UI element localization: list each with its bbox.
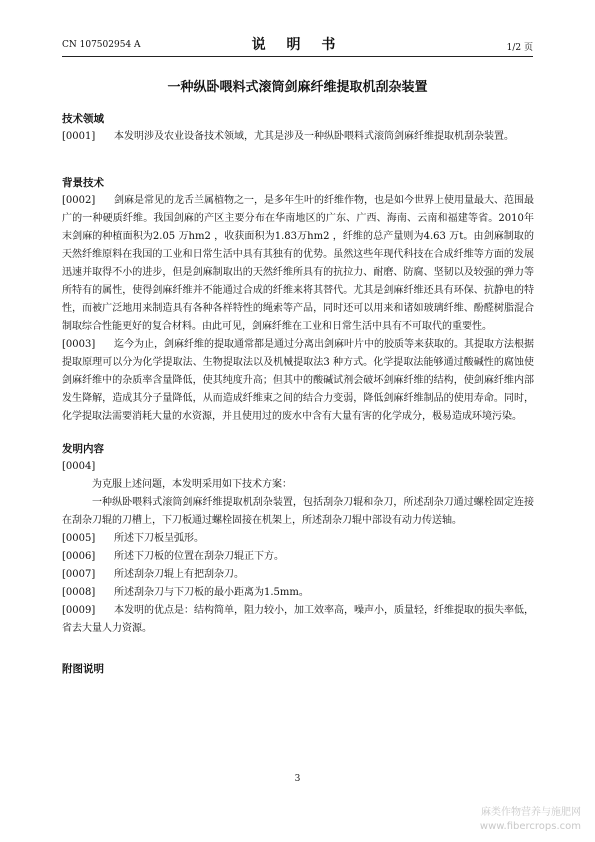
paragraph-0009 bbox=[62, 602, 534, 638]
paragraph-0004-number bbox=[62, 458, 534, 476]
paragraph-0008 bbox=[62, 584, 534, 602]
paragraph-text: 所述刮杂刀辊上有把刮杂刀。 bbox=[114, 569, 244, 580]
paragraph-text: 本发明的优点是：结构简单，阻力较小，加工效率高，噪声小，质量轻，纤维提取的损失率低，省去大量人力资源。 bbox=[62, 605, 534, 634]
page-indicator: 1/2 页 bbox=[506, 43, 533, 53]
paragraph-number: [0007] bbox=[62, 569, 96, 580]
paragraph-0007 bbox=[62, 566, 534, 584]
section-heading-tech-field: 技术领域 bbox=[62, 113, 104, 125]
publication-number: CN 107502954 A bbox=[62, 40, 141, 50]
paragraph-number: [0003] bbox=[62, 339, 96, 350]
watermark bbox=[411, 806, 581, 834]
page-number: 3 bbox=[294, 774, 301, 784]
paragraph-number: [0002] bbox=[62, 195, 96, 206]
paragraph-0006 bbox=[62, 548, 534, 566]
document-title: 一种纵卧喂料式滚筒剑麻纤维提取机刮杂装置 bbox=[167, 80, 428, 95]
paragraph-number: [0001] bbox=[62, 131, 96, 142]
paragraph-text: 所述刮杂刀与下刀板的最小距离为1.5mm。 bbox=[114, 587, 309, 598]
paragraph-text: 剑麻是常见的龙舌兰属植物之一，是多年生叶的纤维作物，也是如今世界上使用量最大、范围最广的一种硬质纤维。我国剑麻的产区主要分布在华南地区的广东、广西、海南、云南和福建等省。2010年末剑麻的种植面积为2.05 万hm2 ，收获面积为1.83万hm2 ，纤维的总产量则为4.63 万t。由剑麻制取的天然纤维原料在我国的工业和日常生活中具有其独有的优势。虽然这些年现代科技在合成纤维等方面的发展迅速并取得不小的进步，但是剑麻制取出的天然纤维所具有的抗拉力、耐磨、防腐、坚韧以及较强的弹力等所特有的属性，使得剑麻纤维并不能通过合成的纤维来将其替代。尤其是剑麻纤维还具有环保、抗静电的特性，而被广泛地用来制造具有各种各样特性的绳索等产品，同时还可以用来和诸如玻璃纤维、酚醛树脂混合制取综合性能更好的复合材料。由此可见，剑麻纤维在工业和日常生活中具有不可取代的重要性。 bbox=[62, 195, 534, 332]
paragraph-text: 迄今为止，剑麻纤维的提取通常都是通过分离出剑麻叶片中的胶质等来获取的。其提取方法根据提取原理可以分为化学提取法、生物提取法以及机械提取法3 种方式。化学提取法能够通过酸碱性的腐蚀使剑麻纤维中的杂质率含量降低，使其纯度升高；但其中的酸碱试剂会破坏剑麻纤维的结构，使剑麻纤维内部发生降解，造成其分子量降低，从而造成纤维束之间的结合力变弱，降低剑麻纤维制品的使用寿命。同时，化学提取法需要消耗大量的水资源，并且使用过的废水中含有大量有害的化学成分，极易造成环境污染。 bbox=[62, 339, 534, 422]
paragraph-number: [0008] bbox=[62, 587, 96, 598]
paragraph-text: 本发明涉及农业设备技术领域，尤其是涉及一种纵卧喂料式滚筒剑麻纤维提取机刮杂装置。 bbox=[114, 131, 514, 142]
paragraph-0001 bbox=[62, 128, 534, 146]
paragraph-number: [0005] bbox=[62, 533, 96, 544]
section-heading-background: 背景技术 bbox=[62, 177, 104, 189]
paragraph-text: 所述下刀板呈弧形。 bbox=[114, 533, 204, 544]
paragraph-0002 bbox=[62, 192, 534, 336]
paragraph-0004-line2: 一种纵卧喂料式滚筒剑麻纤维提取机刮杂装置，包括刮杂刀辊和杂刀，所述刮杂刀通过螺栓固定连接在刮杂刀辊的刀槽上，下刀板通过螺栓固接在机架上，所述刮杂刀辊中部设有动力传送轴。 bbox=[62, 497, 534, 526]
paragraph-text: 所述下刀板的位置在刮杂刀辊正下方。 bbox=[114, 551, 284, 562]
paragraph-number: [0004] bbox=[62, 461, 96, 472]
document-body bbox=[62, 110, 534, 678]
header-divider bbox=[62, 56, 533, 57]
paragraph-0004-line1: 为克服上述问题，本发明采用如下技术方案： bbox=[92, 479, 292, 490]
section-heading-drawings: 附图说明 bbox=[62, 663, 104, 675]
paragraph-number: [0006] bbox=[62, 551, 96, 562]
watermark-line1: 麻类作物营养与施肥网 bbox=[481, 807, 581, 818]
paragraph-0005 bbox=[62, 530, 534, 548]
document-type: 说 明 书 bbox=[251, 37, 344, 53]
paragraph-number: [0009] bbox=[62, 605, 96, 616]
page-header bbox=[62, 38, 533, 54]
watermark-line2: www.fibercrops.com bbox=[479, 821, 581, 832]
paragraph-0003 bbox=[62, 336, 534, 426]
section-heading-summary: 发明内容 bbox=[62, 443, 104, 455]
